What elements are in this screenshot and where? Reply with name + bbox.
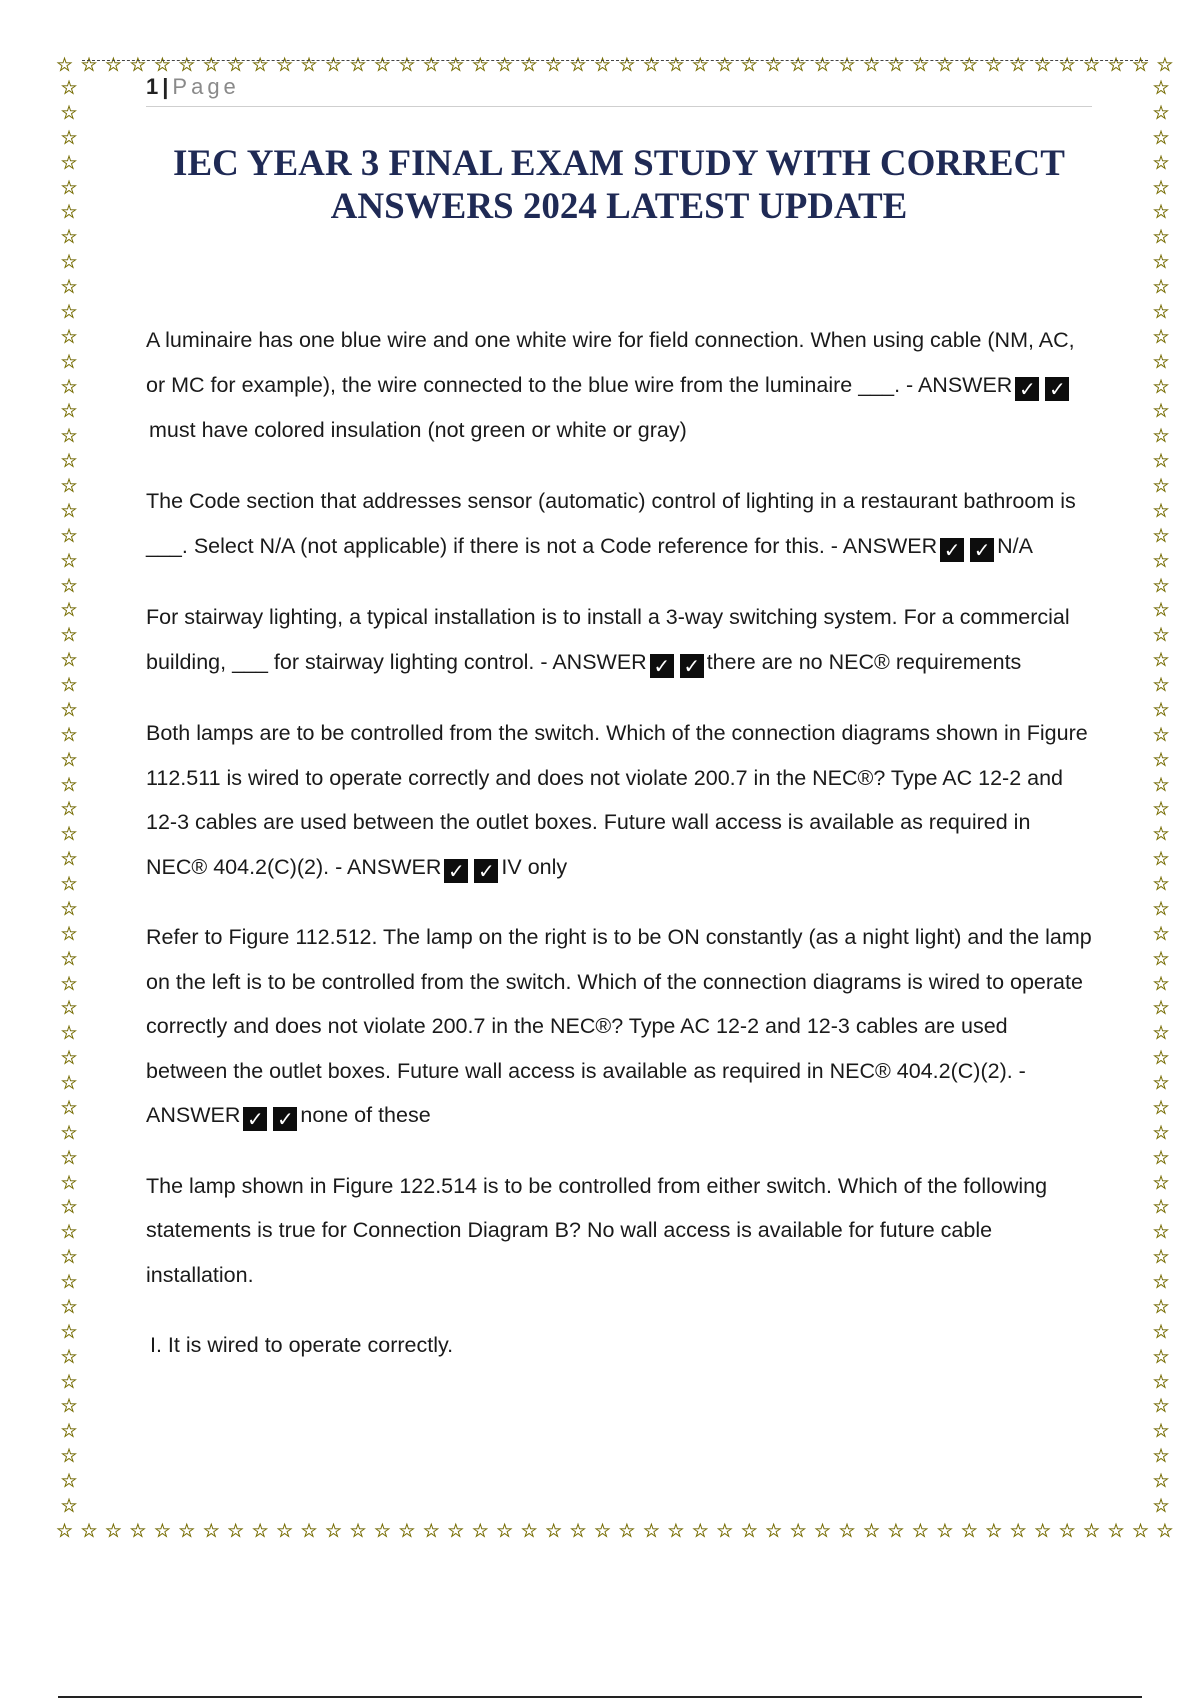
star-icon: ☆ [1058, 1520, 1076, 1542]
star-icon: ☆ [300, 54, 318, 76]
qa-item-4 [146, 711, 1092, 889]
star-icon: ☆ [1152, 1370, 1170, 1393]
star-icon: ☆ [569, 54, 587, 76]
star-icon: ☆ [1152, 574, 1170, 597]
star-icon: ☆ [80, 1520, 98, 1542]
star-icon: ☆ [129, 1520, 147, 1542]
qa-item-6 [146, 1164, 1092, 1298]
star-icon: ☆ [789, 1520, 807, 1542]
star-icon: ☆ [1058, 54, 1076, 76]
star-icon: ☆ [1152, 1420, 1170, 1443]
star-icon: ☆ [1152, 1470, 1170, 1492]
star-icon: ☆ [178, 54, 196, 76]
qa-item-3 [146, 595, 1092, 685]
star-icon: ☆ [789, 54, 807, 76]
star-icon: ☆ [545, 1520, 563, 1542]
star-icon: ☆ [911, 54, 929, 76]
star-icon: ☆ [1131, 54, 1149, 76]
star-icon: ☆ [1152, 1096, 1170, 1119]
star-icon: ☆ [691, 54, 709, 76]
star-icon: ☆ [765, 54, 783, 76]
star-icon: ☆ [60, 947, 78, 970]
star-icon: ☆ [1034, 54, 1052, 76]
star-icon: ☆ [642, 54, 660, 76]
star-icon: ☆ [1152, 624, 1170, 647]
star-icon: ☆ [60, 1420, 78, 1443]
star-icon: ☆ [1152, 1271, 1170, 1293]
star-icon: ☆ [60, 1470, 78, 1492]
star-icon: ☆ [1152, 126, 1170, 149]
star-icon: ☆ [471, 54, 489, 76]
star-icon: ☆ [60, 176, 78, 199]
checkmark-icon: ✓ [650, 654, 674, 678]
star-icon: ☆ [178, 1520, 196, 1542]
star-icon: ☆ [838, 1520, 856, 1542]
star-icon: ☆ [60, 1494, 78, 1517]
star-icon: ☆ [60, 226, 78, 249]
star-icon: ☆ [1152, 549, 1170, 572]
star-icon: ☆ [1152, 723, 1170, 746]
star-icon: ☆ [1152, 475, 1170, 497]
star-icon: ☆ [1152, 798, 1170, 821]
star-icon: ☆ [1009, 1520, 1027, 1542]
star-icon: ☆ [1156, 1520, 1174, 1542]
star-icon: ☆ [1152, 77, 1170, 99]
star-icon: ☆ [496, 1520, 514, 1542]
star-icon: ☆ [398, 54, 416, 76]
star-icon: ☆ [60, 823, 78, 846]
star-icon: ☆ [936, 1520, 954, 1542]
page-label: Page [172, 74, 240, 99]
star-icon: ☆ [251, 54, 269, 76]
star-icon: ☆ [1152, 524, 1170, 547]
star-icon: ☆ [60, 375, 78, 398]
star-icon: ☆ [1152, 674, 1170, 696]
star-icon: ☆ [716, 1520, 734, 1542]
star-icon: ☆ [60, 400, 78, 423]
star-icon: ☆ [60, 1221, 78, 1244]
star-icon: ☆ [60, 549, 78, 572]
star-icon: ☆ [202, 1520, 220, 1542]
checkmark-icon: ✓ [273, 1107, 297, 1131]
star-icon: ☆ [1152, 897, 1170, 920]
star-icon: ☆ [1152, 947, 1170, 970]
star-icon: ☆ [716, 54, 734, 76]
star-icon: ☆ [60, 1072, 78, 1094]
question-text: The lamp shown in Figure 122.514 is to be controlled from either switch. Which of the following statements is true for Connection Diagram B? No wall access is available for future cable installation. [146, 1173, 1048, 1287]
star-icon: ☆ [349, 1520, 367, 1542]
star-icon: ☆ [1152, 1072, 1170, 1094]
star-icon: ☆ [60, 1295, 78, 1318]
star-icon: ☆ [227, 1520, 245, 1542]
star-icon: ☆ [104, 54, 122, 76]
star-icon: ☆ [1152, 599, 1170, 622]
star-icon: ☆ [1152, 1196, 1170, 1219]
star-icon: ☆ [496, 54, 514, 76]
star-icon: ☆ [1152, 499, 1170, 522]
star-icon: ☆ [740, 54, 758, 76]
qa-item-5 [146, 915, 1092, 1138]
star-icon: ☆ [1152, 773, 1170, 796]
star-icon: ☆ [60, 1121, 78, 1144]
star-icon: ☆ [1152, 425, 1170, 448]
star-icon: ☆ [862, 54, 880, 76]
question-text: For stairway lighting, a typical installation is to install a 3-way switching system. For a commercial building, ___ for stairway lighting control. - ANSWER [146, 605, 1070, 674]
star-icon: ☆ [447, 54, 465, 76]
star-icon: ☆ [60, 922, 78, 945]
star-icon: ☆ [60, 972, 78, 995]
star-icon: ☆ [1152, 1320, 1170, 1343]
star-icon: ☆ [349, 54, 367, 76]
star-icon: ☆ [324, 54, 343, 76]
star-icon: ☆ [1152, 1121, 1170, 1144]
star-icon: ☆ [80, 54, 98, 76]
document-body [146, 318, 1092, 1368]
star-icon: ☆ [642, 1520, 660, 1542]
star-icon: ☆ [324, 1520, 343, 1542]
star-icon: ☆ [60, 276, 78, 298]
star-icon: ☆ [1152, 972, 1170, 995]
star-icon: ☆ [60, 1146, 78, 1169]
answer-text: IV only [501, 854, 568, 879]
star-icon: ☆ [520, 54, 538, 76]
star-icon: ☆ [153, 1520, 171, 1542]
checkmark-icon: ✓ [970, 538, 994, 562]
star-icon: ☆ [60, 251, 78, 274]
star-icon: ☆ [104, 1520, 122, 1542]
border-dashed-rule [82, 60, 1148, 61]
page-number: 1 [146, 74, 159, 99]
star-icon: ☆ [60, 773, 78, 796]
question-text: A luminaire has one blue wire and one white wire for field connection. When using cable (NM, AC, or MC for example), the wire connected to the blue wire from the luminaire ___. - ANSWER [146, 328, 1075, 397]
page-header [146, 70, 1092, 107]
star-icon: ☆ [1152, 649, 1170, 672]
star-icon: ☆ [1152, 226, 1170, 249]
star-icon: ☆ [60, 1246, 78, 1269]
star-icon: ☆ [60, 1196, 78, 1219]
star-icon: ☆ [60, 1445, 78, 1468]
star-icon: ☆ [60, 450, 78, 473]
star-icon: ☆ [60, 151, 78, 174]
star-icon: ☆ [1152, 1022, 1170, 1045]
star-icon: ☆ [985, 54, 1003, 76]
star-icon: ☆ [887, 1520, 905, 1542]
star-icon: ☆ [691, 1520, 709, 1542]
star-icon: ☆ [1152, 300, 1170, 323]
star-icon: ☆ [60, 499, 78, 522]
star-icon: ☆ [422, 54, 440, 76]
star-icon: ☆ [814, 54, 832, 76]
star-border-left [56, 76, 82, 1518]
star-icon: ☆ [60, 997, 78, 1020]
star-icon: ☆ [60, 1022, 78, 1045]
star-icon: ☆ [545, 54, 563, 76]
star-icon: ☆ [887, 54, 905, 76]
star-icon: ☆ [838, 54, 856, 76]
star-icon: ☆ [471, 1520, 489, 1542]
star-icon: ☆ [60, 698, 78, 721]
star-icon: ☆ [667, 54, 685, 76]
star-icon: ☆ [911, 1520, 929, 1542]
checkmark-icon: ✓ [444, 859, 468, 883]
star-icon: ☆ [740, 1520, 758, 1542]
star-icon: ☆ [251, 1520, 269, 1542]
question-text: Refer to Figure 112.512. The lamp on the right is to be ON constantly (as a night light) and the lamp on the left is to be controlled from the switch. Which of the connection diagrams is wired to operate correctly and does not violate 200.7 in the NEC®? Type AC 12-2 and 12-3 cables are used between the outlet boxes. Future wall access is available as required in NEC® 404.2(C)(2). - ANSWER [146, 925, 1092, 1127]
star-icon: ☆ [1034, 1520, 1052, 1542]
star-icon: ☆ [60, 649, 78, 672]
star-icon: ☆ [569, 1520, 587, 1542]
star-icon: ☆ [129, 54, 147, 76]
question-text: The Code section that addresses sensor (automatic) control of lighting in a restaurant bathroom is ___. Select N/A (not applicable) if there is not a Code reference for this. - ANSWER [146, 489, 1076, 558]
star-icon: ☆ [60, 1370, 78, 1393]
star-icon: ☆ [60, 524, 78, 547]
qa-item-1 [146, 318, 1092, 453]
star-icon: ☆ [1083, 54, 1101, 76]
star-icon: ☆ [862, 1520, 880, 1542]
star-icon: ☆ [60, 126, 78, 149]
checkmark-icon: ✓ [1045, 377, 1069, 401]
star-icon: ☆ [447, 1520, 465, 1542]
star-icon: ☆ [1131, 1520, 1149, 1542]
question-text: Both lamps are to be controlled from the switch. Which of the connection diagrams shown in Figure 112.511 is wired to operate correctly and does not violate 200.7 in the NEC®? Type AC 12-2 and 12-3 cables are used between the outlet boxes. Future wall access is available as required in NEC® 404.2(C)(2). - ANSWER [146, 721, 1088, 879]
star-icon: ☆ [60, 1271, 78, 1293]
star-icon: ☆ [593, 1520, 612, 1542]
star-icon: ☆ [1083, 1520, 1101, 1542]
checkmark-icon: ✓ [940, 538, 964, 562]
star-icon: ☆ [398, 1520, 416, 1542]
answer-text: none of these [300, 1103, 431, 1127]
star-icon: ☆ [300, 1520, 318, 1542]
star-border-bottom [56, 1518, 1174, 1544]
star-icon: ☆ [1152, 151, 1170, 174]
document-title: IEC YEAR 3 FINAL EXAM STUDY WITH CORRECT ANSWERS 2024 LATEST UPDATE [173, 143, 1065, 227]
checkmark-icon: ✓ [1015, 377, 1039, 401]
star-icon: ☆ [60, 1395, 78, 1418]
star-icon: ☆ [227, 54, 245, 76]
star-icon: ☆ [1152, 848, 1170, 871]
checkmark-icon: ✓ [474, 859, 498, 883]
page-separator: | [162, 74, 169, 99]
checkmark-icon: ✓ [680, 654, 704, 678]
star-icon: ☆ [1152, 101, 1170, 124]
star-icon: ☆ [1152, 201, 1170, 224]
star-icon: ☆ [60, 325, 78, 348]
star-icon: ☆ [60, 425, 78, 448]
star-icon: ☆ [1152, 1246, 1170, 1269]
star-icon: ☆ [936, 54, 954, 76]
star-icon: ☆ [60, 77, 78, 99]
star-icon: ☆ [60, 798, 78, 821]
star-icon: ☆ [60, 300, 78, 323]
star-icon: ☆ [520, 1520, 538, 1542]
star-border-right [1148, 76, 1174, 1518]
star-icon: ☆ [1152, 1445, 1170, 1468]
star-icon: ☆ [1152, 1494, 1170, 1517]
statement-item: I. It is wired to operate correctly. [150, 1333, 454, 1357]
star-icon: ☆ [1152, 400, 1170, 423]
star-icon: ☆ [1152, 450, 1170, 473]
star-icon: ☆ [960, 54, 978, 76]
star-icon: ☆ [1152, 922, 1170, 945]
star-icon: ☆ [985, 1520, 1003, 1542]
star-icon: ☆ [618, 1520, 636, 1542]
star-icon: ☆ [1107, 54, 1125, 76]
star-icon: ☆ [276, 1520, 294, 1542]
star-icon: ☆ [60, 873, 78, 895]
star-icon: ☆ [60, 624, 78, 647]
star-icon: ☆ [1156, 54, 1174, 76]
checkmark-icon: ✓ [243, 1107, 267, 1131]
star-icon: ☆ [1152, 1047, 1170, 1070]
star-icon: ☆ [1107, 1520, 1125, 1542]
answer-text: there are no NEC® requirements [706, 650, 1022, 674]
star-icon: ☆ [1152, 1295, 1170, 1318]
answer-text: N/A [997, 534, 1033, 558]
star-icon: ☆ [276, 54, 294, 76]
star-icon: ☆ [60, 201, 78, 224]
star-icon: ☆ [667, 1520, 685, 1542]
star-icon: ☆ [1152, 1221, 1170, 1244]
qa-item-2 [146, 479, 1092, 569]
star-icon: ☆ [1152, 375, 1170, 398]
star-icon: ☆ [60, 748, 78, 771]
star-icon: ☆ [765, 1520, 783, 1542]
star-icon: ☆ [60, 723, 78, 746]
star-icon: ☆ [202, 54, 220, 76]
star-icon: ☆ [618, 54, 636, 76]
star-icon: ☆ [60, 897, 78, 920]
star-icon: ☆ [60, 475, 78, 497]
star-icon: ☆ [1152, 997, 1170, 1020]
star-icon: ☆ [373, 54, 391, 76]
star-icon: ☆ [814, 1520, 832, 1542]
star-icon: ☆ [1152, 1171, 1170, 1194]
star-icon: ☆ [960, 1520, 978, 1542]
star-icon: ☆ [1152, 873, 1170, 895]
answer-text: must have colored insulation (not green or white or gray) [149, 418, 687, 442]
star-icon: ☆ [60, 574, 78, 597]
star-icon: ☆ [60, 1047, 78, 1070]
star-icon: ☆ [1152, 276, 1170, 298]
star-icon: ☆ [153, 54, 171, 76]
star-icon: ☆ [1152, 350, 1170, 373]
star-icon: ☆ [1152, 176, 1170, 199]
star-icon: ☆ [60, 1171, 78, 1194]
star-icon: ☆ [1152, 251, 1170, 274]
star-icon: ☆ [1152, 325, 1170, 348]
star-icon: ☆ [422, 1520, 440, 1542]
star-icon: ☆ [60, 1320, 78, 1343]
star-icon: ☆ [56, 54, 74, 76]
star-icon: ☆ [60, 674, 78, 696]
star-icon: ☆ [373, 1520, 391, 1542]
star-icon: ☆ [1009, 54, 1027, 76]
star-icon: ☆ [60, 101, 78, 124]
star-icon: ☆ [1152, 1146, 1170, 1169]
footer-rule [58, 1696, 1142, 1698]
star-icon: ☆ [1152, 698, 1170, 721]
star-icon: ☆ [1152, 1395, 1170, 1418]
star-icon: ☆ [593, 54, 612, 76]
star-icon: ☆ [1152, 823, 1170, 846]
star-icon: ☆ [60, 848, 78, 871]
star-icon: ☆ [1152, 748, 1170, 771]
star-icon: ☆ [56, 1520, 74, 1542]
star-icon: ☆ [60, 599, 78, 622]
star-icon: ☆ [1152, 1345, 1170, 1368]
star-icon: ☆ [60, 350, 78, 373]
star-icon: ☆ [60, 1345, 78, 1368]
star-icon: ☆ [60, 1096, 78, 1119]
